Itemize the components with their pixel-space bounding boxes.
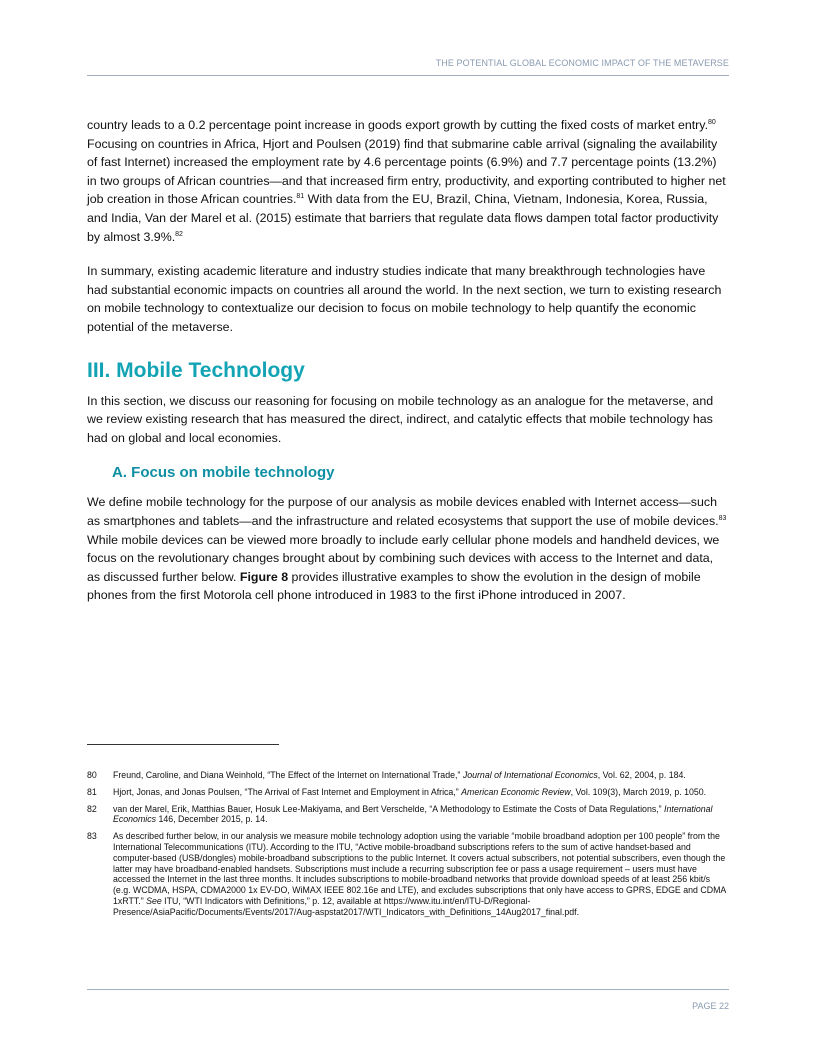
footnote-number: 81 (87, 786, 97, 797)
footnote-ref-80[interactable]: 80 (708, 119, 716, 126)
footnote-ref-83[interactable]: 83 (718, 514, 727, 522)
paragraph-4-text-a: We define mobile technology for the purpose of our analysis as mobile devices enabled with Internet access—such as smartphones and tablets—and the infrastructure and related ecosystems that support the use of mobile devices. (87, 495, 719, 528)
paragraph-4-text-c: provides illustrative examples to show the evolution in the design of mobile phones from the first Motorola cell phone introduced in 1983 to the first iPhone introduced in 2007. (87, 569, 701, 603)
footnote-text-part: Hjort, Jonas, and Jonas Poulsen, “The Arrival of Fast Internet and Employment in Africa,” (113, 786, 462, 797)
footnote-text-part: , Vol. 62, 2004, p. 184. (597, 770, 686, 780)
paragraph-4-text-b: While mobile devices can be viewed more broadly to include early cellular phone models and handheld devices, we focus on the revolutionary changes brought about by combining such devices with access to the Internet and data, as discussed further below. (87, 532, 720, 584)
header-divider (87, 75, 729, 76)
footnote-number: 83 (87, 831, 97, 842)
footnote-81 (87, 787, 729, 798)
paragraph-1-text-a: country leads to a 0.2 percentage point increase in goods export growth by cutting the fixed costs of market entry. (87, 118, 709, 132)
paragraph-1 (87, 116, 729, 246)
footnote-separator (87, 744, 279, 745)
footnote-ref-81[interactable]: 81 (296, 193, 305, 201)
running-header: THE POTENTIAL GLOBAL ECONOMIC IMPACT OF THE METAVERSE (435, 58, 729, 68)
footnote-number: 82 (87, 803, 97, 814)
footnote-number: 80 (87, 770, 97, 780)
paragraph-1-text-b: Focusing on countries in Africa, Hjort and Poulsen (2019) find that submarine cable arrival (signaling the availability of fast Internet) increased the employment rate by 4.6 percentage points (6.9%) and 7.7 percentage points (13.2%) in two groups of African countries—and that increased firm entry, productivity, and exporting contributed to higher net job creation in those African countries. (87, 136, 726, 207)
footnote-82 (87, 804, 729, 826)
footnote-text-part: As described further below, in our analysis we measure mobile technology adoption using the variable “mobile broadband adoption per 100 people” from the International Telecommunications (ITU). According to the ITU, “Active mobile-broadband subscriptions refers to the sum of active handset-based and computer-based (USB/dongles) mobile-broadband subscriptions to the public Internet. It covers actual subscribers, not potential subscribers, even though the latter may have broadband-enabled handsets. Subscriptions must include a recurring subscription fee or pass a usage requirement – users must have accessed the Internet in the last three months. It includes subscriptions to mobile-broadband networks that provide download speeds of at least 256 kbit/s (e.g. WCDMA, HSPA, CDMA2000 1x EV-DO, WiMAX IEEE 802.16e and LTE), and excludes subscriptions that only have access to GPRS, EDGE and CDMA 1xRTT.” (113, 831, 726, 906)
footnote-journal: American Economic Review (461, 786, 571, 797)
footnote-text-part: ITU, “WTI Indicators with Definitions,” p. 12, available at https://www.itu.int/en/ITU-D/Regional-Presence/AsiaPacific/Documents/Events/2017/Aug-aspstat2017/WTI_Indicators_with_Definitions_14Aug2017_final.pdf. (113, 895, 580, 917)
main-content (87, 116, 729, 605)
footnote-journal: Journal of International Economics (462, 770, 598, 780)
paragraph-1-text-c: With data from the EU, Brazil, China, Vietnam, Indonesia, Korea, Russia, and India, Van der Marel et al. (2015) estimate that barriers that regulate data flows dampen total factor productivity by almost 3.9%. (87, 192, 719, 244)
footnote-text (113, 787, 729, 798)
footnote-text (113, 770, 729, 781)
footnote-see: See (146, 895, 162, 906)
footnote-80 (87, 770, 729, 781)
subsection-heading: A. Focus on mobile technology (112, 464, 335, 482)
footer-divider (87, 989, 729, 990)
footnote-text-part: 146, December 2015, p. 14. (156, 814, 268, 825)
page-number: PAGE 22 (692, 1001, 729, 1011)
figure-reference: Figure 8 (239, 569, 289, 584)
paragraph-2: In summary, existing academic literature and industry studies indicate that many breakthrough technologies have had substantial economic impacts on countries all around the world. In the next section, we turn to existing research on mobile technology to contextualize our decision to focus on mobile technology to help quantify the economic potential of the metaverse. (87, 264, 722, 334)
footnote-ref-82[interactable]: 82 (175, 230, 183, 238)
footnotes (87, 770, 729, 924)
footnote-text-part: , Vol. 109(3), March 2019, p. 1050. (570, 786, 707, 797)
footnote-83 (87, 831, 729, 917)
footnote-journal: International Economics (113, 803, 713, 825)
footnote-text-part: van der Marel, Erik, Matthias Bauer, Hosuk Lee-Makiyama, and Bert Verschelde, “A Methodology to Estimate the Costs of Data Regulations,” (113, 803, 665, 814)
section-heading: III. Mobile Technology (87, 358, 305, 382)
paragraph-4 (87, 493, 729, 605)
footnote-text (113, 831, 729, 917)
footnote-text-part: Freund, Caroline, and Diana Weinhold, “The Effect of the Internet on International Trade,” (113, 770, 463, 780)
paragraph-3: In this section, we discuss our reasoning for focusing on mobile technology as an analogue for the metaverse, and we review existing research that has measured the direct, indirect, and catalytic effects that mobile technology has had on global and local economies. (87, 393, 714, 445)
footnote-text (113, 804, 729, 826)
